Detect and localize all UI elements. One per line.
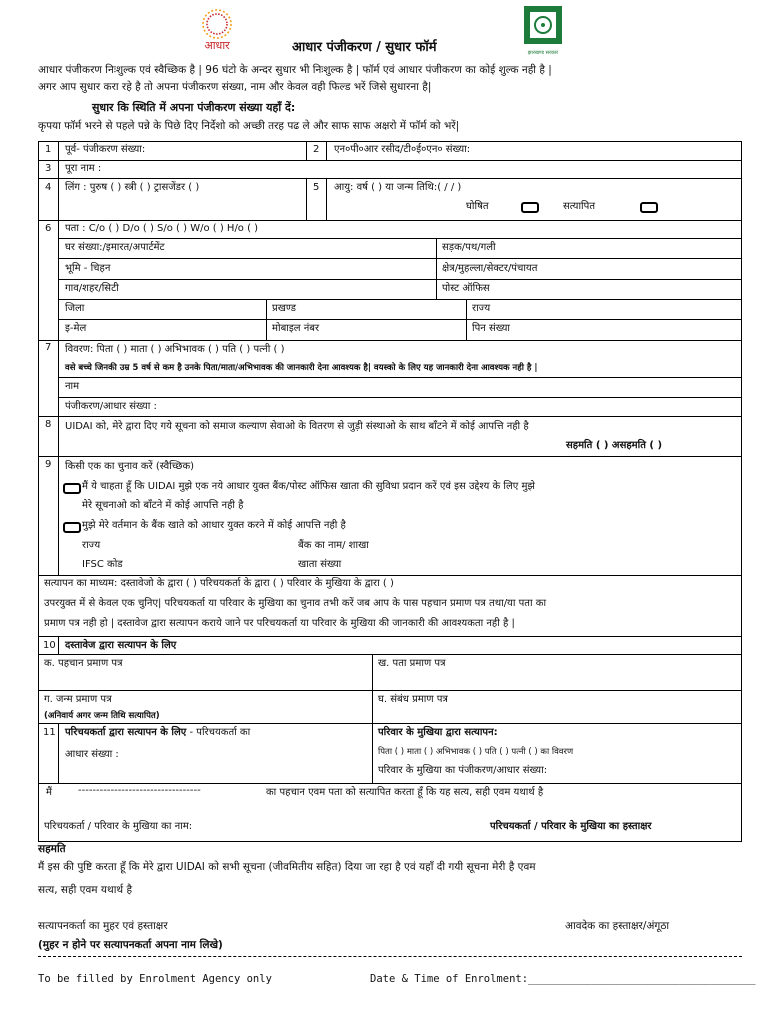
full-name-field[interactable]: पूरा नाम : [65,163,102,174]
applicant-signature[interactable]: आवदेक का हस्ताक्षर/अंगूठा [565,920,670,932]
introducer-signature-field[interactable]: परिचयकर्ता / परिवार के मुखिया का हस्ताक्षर [490,821,652,832]
consent-title: सहमति [38,843,66,855]
declaration-text: का पहचान एवम पता को सत्यापित करता हूँ कि यह सत्य, सही एवम यथार्थ है [266,787,544,798]
address-proof-field[interactable]: ख. पता प्रमाण पत्र [378,658,446,669]
verifier-stamp-signature[interactable]: सत्यापनकर्ता का मुहर एवं हस्ताक्षर [38,920,168,932]
post-office-field[interactable]: पोस्ट ऑफिस [442,283,490,294]
introducer-label-bold: परिचयकर्ता द्वारा सत्यापन के लिए [65,727,187,738]
enrolment-datetime-field[interactable]: Date & Time of Enrolment:____________________________________ [370,973,756,985]
birth-proof-field[interactable]: ग. जन्म प्रमाण पत्र [44,694,112,705]
consent-line-1: मैं इस की पुष्टि करता हूँ कि मेरे द्वारा UIDAI को सभी सूचना (जीवमितीय सहित) दिया जा रहा है एवं यहाँ दी गयी सूचना मेरी है एवम [38,861,536,873]
introducer-aadhaar-field[interactable]: आधार संख्या : [65,749,119,760]
state-field[interactable]: राज्य [472,303,491,314]
email-field[interactable]: इ-मेल [65,323,87,334]
birth-proof-note: (अनिवार्य अगर जन्म तिथि सत्यापित) [44,711,160,721]
form-title: आधार पंजीकरण / सुधार फॉर्म [292,40,437,55]
row-11-number: 11 [43,727,56,738]
relationship-proof-field[interactable]: घ. संबंध प्रमाण पत्र [378,694,448,705]
aadhaar-logo [188,6,246,52]
new-bank-account-checkbox[interactable] [63,483,81,494]
street-field[interactable]: सड़क/पथ/गली [442,242,496,253]
row-6-number: 6 [45,223,52,234]
row-5-number: 5 [313,182,320,193]
village-city-field[interactable]: गाव/शहर/सिटी [65,283,119,294]
address-care-of-field[interactable]: पता : C/o ( ) D/o ( ) S/o ( ) W/o ( ) H/o ( ) [65,223,259,234]
relation-name-field[interactable]: नाम [65,381,80,392]
declaration-prefix: मैं [46,787,52,798]
relation-field[interactable]: विवरण: पिता ( ) माता ( ) अभिभावक ( ) पति ( ) पत्नी ( ) [65,344,285,355]
row-7-number: 7 [45,342,52,353]
introducer-verification-label [65,727,250,740]
consent-line-2: सत्य, सही एवम यथार्थ है [38,884,133,896]
verification-instruction-1: उपरयुक्त में से केवल एक चुनिए| परिचयकर्ता या परिवार के मुखिया का चुनाव तभी करें जब आप के पास पहचान प्रमाण पत्र तथा/या पता का [44,598,547,609]
hof-verification-heading: परिवार के मुखिया द्वारा सत्यापन: [378,727,498,738]
link-existing-account-text: मुझे मेरे वर्तमान के बैंक खाते को आधार युक्त करने में कोई आपत्ति नही है [82,520,346,531]
intro-text [38,62,738,96]
row-9-number: 9 [45,459,52,470]
document-verification-heading: दस्तावेज द्वारा सत्यापन के लिए [65,640,177,651]
new-bank-account-text-1: मैं ये चाहता हूँ कि UIDAI मुझे एक नये आधार युक्त बैंक/पोस्ट ऑफिस खाता की सुविधा प्रदान करें एवं इस उद्देश्य के लिए मुझे [82,481,535,492]
declaration-name-blank[interactable]: ---------------------------------- [78,785,201,796]
aadhaar-logo-text: आधार [204,39,230,52]
verification-instruction-2: प्रमाण पत्र नही हो | दस्तावेज द्वारा सत्यापन कराये जाने पर परिचयकर्ता या परिवार के मुखिया की जानकारी की आवश्यकता नही है | [44,618,515,629]
age-dob-field[interactable]: आयु: वर्ष ( ) या जन्म तिथि:( / / ) [334,182,462,193]
introducer-label-rest: - परिचयकर्ता का [186,727,251,738]
verification-mode-field[interactable]: सत्यापन का माध्यम: दस्तावेजो के द्वारा ( ) परिचयकर्ता के द्वारा ( ) परिवार के मुखिया के द्वारा ( ) [44,578,394,589]
block-field[interactable]: प्रखण्ड [272,303,296,314]
district-field[interactable]: जिला [65,303,85,314]
enrolment-form [38,141,742,953]
intro-line-2: अगर आप सुधार करा रहे है तो अपना पंजीकरण संख्या, नाम और केवल वही फिल्ड भरें जिसे सुधारना है| [38,81,432,93]
instruction-notice: कृपया फॉर्म भरने से पहले पन्ने के पिछे दिए निर्देशो को अच्छी तरह पढ ले और साफ साफ अक्षरो में फॉर्म को भरें| [38,120,460,132]
link-existing-account-checkbox[interactable] [63,522,81,533]
pin-code-field[interactable]: पिन संख्या [472,323,510,334]
declared-label: घोषित [466,201,489,212]
agency-only-note: To be filled by Enrolment Agency only [38,973,272,985]
row-1-number: 1 [45,144,52,155]
hof-relation-field[interactable]: पिता ( ) माता ( ) अभिभावक ( ) पति ( ) पत्नी ( ) का विवरण [378,747,574,757]
new-bank-account-text-2: मेरे सूचनाओ को बाँटने में कोई आपत्ति नही है [82,500,244,511]
row-2-number: 2 [313,144,320,155]
correction-subtitle: सुधार कि स्थिति में अपना पंजीकरण संख्या यहाँ दें: [92,101,296,114]
declared-checkbox[interactable] [521,202,539,213]
ifsc-code-field[interactable]: IFSC कोड [82,559,123,570]
data-sharing-consent-options[interactable]: सहमति ( ) असहमति ( ) [566,440,663,451]
bank-option-heading: किसी एक का चुनाव करें (स्वैच्छिक) [65,461,195,472]
row-4-number: 4 [45,182,52,193]
identity-proof-field[interactable]: क. पहचान प्रमाण पत्र [44,658,123,669]
intro-line-1: आधार पंजीकरण निःशुल्क एवं स्वैच्छिक है | 96 घंटो के अन्दर सुधार भी निःशुल्क है | फॉर्म एवं आधार पंजीकरण का कोई शुल्क नही है | [38,64,552,76]
account-number-field[interactable]: खाता संख्या [298,559,342,570]
cut-line [38,956,742,957]
relation-note: वसे बच्चे जिनकी उम्र 5 वर्ष से कम है उनके पिता/माता/अभिभावक की जानकारी देना आवश्यक है| वयस्को के लिए यह जानकारी देना आवश्यक नही है | [65,363,538,373]
emblem-caption: झारखण्ड सरकार [527,50,559,56]
row-3-number: 3 [45,163,52,174]
hof-aadhaar-field[interactable]: परिवार के मुखिया का पंजीकरण/आधार संख्या: [378,765,548,776]
house-number-field[interactable]: घर संख्या:/इमारत/अपार्टमेंट [65,242,165,253]
verifier-stamp-note: (मुहर न होने पर सत्यापनकर्ता अपना नाम लिखे) [38,939,223,951]
jharkhand-emblem [520,4,566,56]
landmark-field[interactable]: भूमि - चिहन [65,263,111,274]
verified-checkbox[interactable] [640,202,658,213]
npr-receipt-field[interactable]: एन०पी०आर रसीद/टी०ई०एन० संख्या: [334,144,471,155]
row-10-number: 10 [43,640,56,651]
pre-enrolment-number-field[interactable]: पूर्व- पंजीकरण संख्या: [65,144,146,155]
row-8-number: 8 [45,419,52,430]
data-sharing-consent-text: UIDAI को, मेरे द्वारा दिए गये सूचना को समाज कल्याण सेवाओ के वितरण से जुड़ी संस्थाओ के साथ बाँटने में कोई आपत्ति नही है [65,421,529,432]
area-field[interactable]: क्षेत्र/मुहल्ला/सेक्टर/पंचायत [442,263,538,274]
verified-label: सत्यापित [563,201,596,212]
bank-state-field[interactable]: राज्य [82,540,101,551]
bank-name-branch-field[interactable]: बैंक का नाम/ शाखा [298,540,369,551]
relation-aadhaar-field[interactable]: पंजीकरण/आधार संख्या : [65,401,157,412]
introducer-name-field[interactable]: परिचयकर्ता / परिवार के मुखिया का नाम: [44,821,193,832]
gender-field[interactable]: लिंग : पुरुष ( ) स्त्री ( ) ट्रासजेंडर ( ) [65,182,200,193]
form-header [0,0,768,60]
mobile-field[interactable]: मोबाइल नंबर [272,323,320,334]
